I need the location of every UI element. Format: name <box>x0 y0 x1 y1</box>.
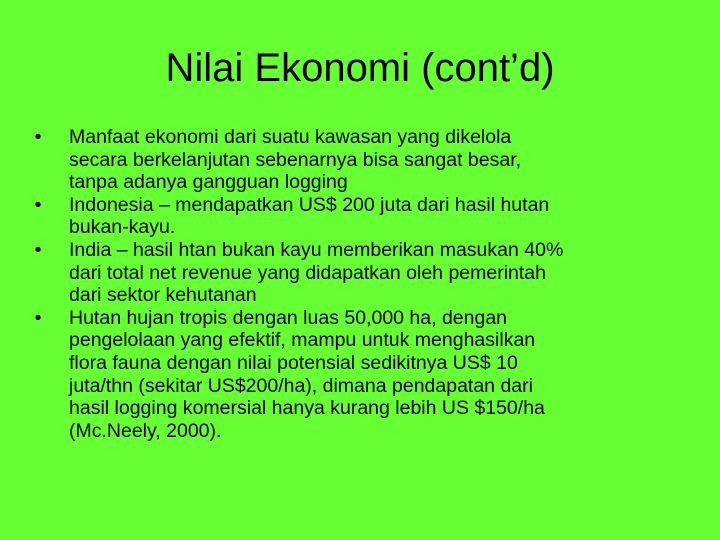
bullet-text-line: dari sektor kehutanan <box>69 284 257 307</box>
bullet-text-line: pengelolaan yang efektif, mampu untuk menghasilkan <box>69 329 536 352</box>
bullet-marker: • <box>34 193 42 216</box>
bullet-text-line: hasil logging komersial hanya kurang lebih US $150/ha <box>69 397 545 420</box>
bullet-text-line: flora fauna dengan nilai potensial sedikitnya US$ 10 <box>69 351 518 374</box>
bullet-text-line: Hutan hujan tropis dengan luas 50,000 ha, dengan <box>69 306 508 329</box>
slide-title: Nilai Ekonomi (cont’d) <box>165 46 555 90</box>
bullet-item <box>0 307 720 443</box>
bullet-text-line: India – hasil htan bukan kayu memberikan masukan 40% <box>69 238 564 261</box>
bullet-text-line: (Mc.Neely, 2000). <box>69 419 222 442</box>
bullet-text-line: Manfaat ekonomi dari suatu kawasan yang dikelola <box>69 126 512 148</box>
bullet-marker: • <box>34 126 42 148</box>
bullet-item <box>0 194 720 239</box>
bullet-text-line: bukan-kayu. <box>69 216 176 239</box>
bullet-list <box>0 126 720 442</box>
bullet-item <box>0 239 720 307</box>
bullet-marker: • <box>34 306 42 329</box>
bullet-marker: • <box>34 238 42 261</box>
bullet-text-line: juta/thn (sekitar US$200/ha), dimana pendapatan dari <box>69 374 533 397</box>
bullet-text-line: Indonesia – mendapatkan US$ 200 juta dari hasil hutan <box>69 193 550 216</box>
bullet-item <box>0 126 720 194</box>
bullet-text-line: secara berkelanjutan sebenarnya bisa sangat besar, <box>69 148 522 171</box>
bullet-text-line: tanpa adanya gangguan logging <box>69 171 348 194</box>
bullet-text-line: dari total net revenue yang didapatkan oleh pemerintah <box>69 261 546 284</box>
